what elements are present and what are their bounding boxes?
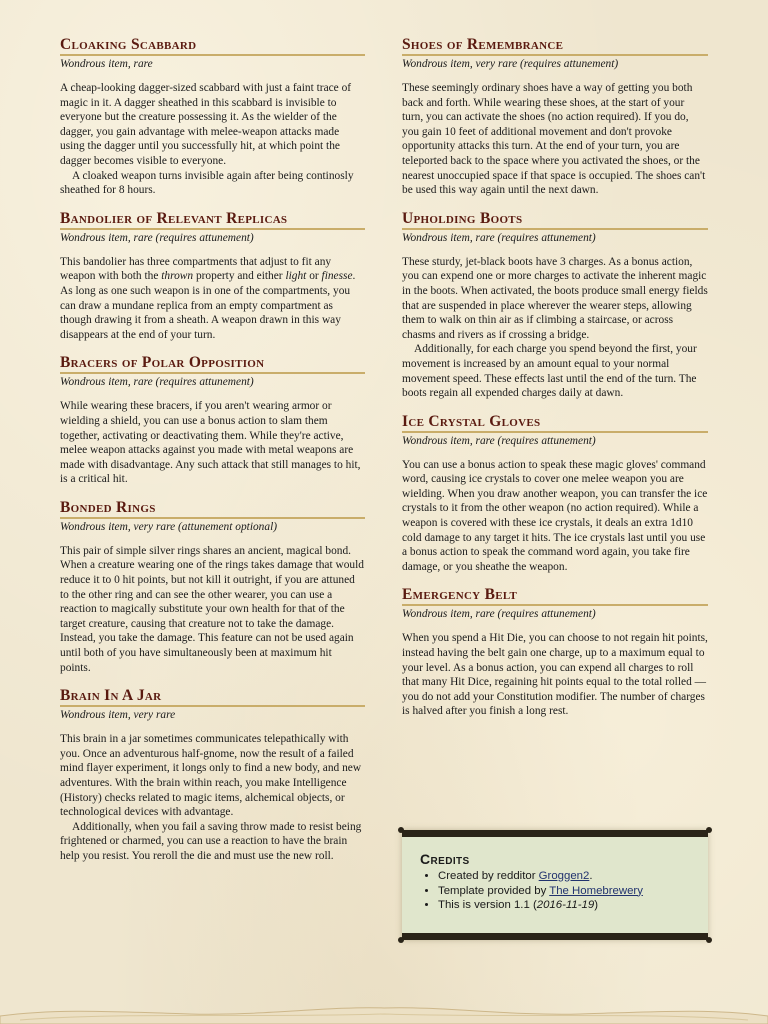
credits-title: Credits (420, 851, 470, 867)
right-column (402, 36, 708, 731)
item-shoes-of-remembrance (402, 36, 708, 198)
item-paragraph: Additionally, when you fail a saving throw made to resist being frightened or charmed, you can use a reaction to have the brain help you resist. You reroll the die and must use the new roll. (60, 820, 362, 862)
item-title: Upholding Boots (402, 210, 708, 230)
weapon-property-term: thrown (161, 270, 194, 283)
item-subtitle: Wondrous item, very rare (attunement optional) (60, 520, 278, 533)
item-title: Bonded Rings (60, 499, 365, 519)
item-paragraph: Additionally, for each charge you spend beyond the first, your movement is increased by an amount equal to your normal movement speed. These effects last until the end of the turn. The boots regain all expended charges daily at dawn. (402, 343, 697, 400)
item-description (60, 255, 365, 343)
item-bracers (60, 354, 365, 487)
credits-item-author (438, 869, 690, 884)
item-paragraph: While wearing these bracers, if you aren't wearing armor or wielding a shield, you can use a bonus action to slam them together, activating or deactivating them. While they're active, melee weapon attacks against you made with metal weapons are made with disadvantage. Any such attack that still manages to hit, is a critical hit. (60, 400, 361, 486)
weapon-property-term: finesse (321, 270, 353, 283)
item-title: Bracers of Polar Opposition (60, 354, 365, 374)
author-link[interactable]: Groggen2 (538, 870, 590, 882)
credits-note (402, 830, 708, 940)
item-title: Brain In A Jar (60, 687, 365, 707)
item-brain-in-a-jar (60, 687, 365, 863)
item-subtitle: Wondrous item, rare (requires attunement) (402, 434, 596, 447)
credits-item-template (438, 884, 690, 899)
item-description (60, 732, 365, 863)
item-description (402, 81, 708, 198)
item-description (60, 81, 365, 198)
item-description (60, 399, 365, 487)
note-corner-ornament (706, 937, 712, 943)
item-paragraph: A cloaked weapon turns invisible again after being continosly sheathed for 8 hours. (60, 169, 354, 197)
item-bandolier (60, 210, 365, 343)
item-paragraph: A cheap-looking dagger-sized scabbard with just a faint trace of magic in it. A dagger sheathed in this scabbard is invisible to everyone but the creature possessing it. As the wielder of the dagger, you gain advantage with melee-weapon attacks made using the dagger until you successfully hit, at which point the dagger becomes visible to everyone. (60, 82, 352, 167)
item-subtitle: Wondrous item, rare (requires attunement) (60, 376, 254, 389)
credits-text: ) (594, 899, 598, 911)
item-subtitle: Wondrous item, very rare (60, 709, 176, 722)
credits-item-version (438, 898, 690, 913)
item-subtitle: Wondrous item, rare (requires attunement) (60, 231, 254, 244)
item-title: Cloaking Scabbard (60, 36, 365, 56)
item-paragraph: These seemingly ordinary shoes have a way of getting you both back and forth. While wearing these shoes, at the start of your turn, you can activate the shoes (no action required). If you do, you gain 10 feet of additional movement and don't provoke opportunity attacks this turn. At the end of your turn, you are teleported back to the space where you activated the shoes, or the nearest unoccupied space if that space is occupied. The shoes can't be used this way again until the next dawn. (402, 82, 706, 197)
item-bonded-rings (60, 499, 365, 675)
left-column (60, 36, 365, 876)
item-title: Bandolier of Relevant Replicas (60, 210, 365, 230)
item-cloaking-scabbard (60, 36, 365, 198)
weapon-property-term: light (285, 270, 307, 283)
item-paragraph: This brain in a jar sometimes communicates telepathically with you. Once an adventurous half-gnome, now the result of a failed mind flayer experiment, it longs only to find a new body, and new adventures. With the brain within reach, you make Intelligence (History) checks related to magic items, alchemical objects, or technological devices with advantage. (60, 733, 362, 819)
item-description (402, 631, 708, 719)
item-emergency-belt (402, 586, 708, 719)
credits-text: Created by redditor (438, 870, 539, 882)
item-paragraph: When you spend a Hit Die, you can choose to not regain hit points, instead having the belt gain one charge, up to a maximum equal to your level. As a bonus action, you can expend all charges to roll that many Hit Dice, regaining hit points equal to the total rolled — you do not add your Constitution modifier. The number of charges is halved after you finish a long rest. (402, 632, 708, 718)
note-corner-ornament (398, 937, 404, 943)
item-upholding-boots (402, 210, 708, 401)
homebrewery-link[interactable]: The Homebrewery (549, 884, 643, 897)
credits-text: . (589, 870, 593, 882)
footer-ornament (0, 998, 768, 1024)
version-date: 2016-11-19 (536, 899, 595, 911)
item-subtitle: Wondrous item, rare (requires attunement) (402, 231, 596, 244)
credits-text: Template provided by (438, 884, 550, 897)
item-paragraph: This pair of simple silver rings shares an ancient, magical bond. When a creature wearing one of the rings takes damage that would reduce it to 0 hit points, but not kill it outright, if you are attuned to the other ring and can see the other wearer, you can use a reaction to magically substitute your own health for that of the target creature, causing that creature not to take the damage. Instead, you take the damage. This feature can not be used again until both of you have simultaneously been at maximum hit points. (60, 544, 364, 674)
item-paragraph: You can use a bonus action to speak these magic gloves' command word, causing ice crystals to cover one melee weapon you are wielding. When you draw another weapon, you can transfer the ice crystals to it from the other weapon (no action required). While a weapon is covered with these ice crystals, it deals an extra 1d10 cold damage to any target it hits. The ice crystals last until you use a bonus action to speak the command word again, you take fire damage, or you sheathe the weapon. (402, 458, 708, 573)
credits-list (420, 869, 690, 913)
item-title: Shoes of Remembrance (402, 36, 708, 56)
item-paragraph: These sturdy, jet-black boots have 3 charges. As a bonus action, you can expend one or more charges to activate the inherent magic in the boots. When activated, the boots produce small energy fields that are suspended in place wherever the wearer steps, allowing them to walk on thin air as if climbing a staircase, or across chasms and rivers as if crossing a bridge. (402, 255, 708, 341)
item-description (60, 544, 365, 675)
item-subtitle: Wondrous item, rare (60, 58, 153, 70)
item-ice-crystal-gloves (402, 413, 708, 575)
item-paragraph: This bandolier has three compartments that adjust to fit any weapon with both the thrown property and either light or finesse. As long as one such weapon is in one of the compartments, you can draw a mundane replica from an empty compartment as though drawing it from a sheath. A weapon drawn in this way disappears at the end of your turn. (60, 255, 356, 341)
item-title: Ice Crystal Gloves (402, 413, 708, 433)
item-title: Emergency Belt (402, 586, 708, 606)
item-description (402, 255, 708, 401)
item-subtitle: Wondrous item, rare (requires attunement) (402, 608, 596, 621)
credits-text: This is version 1.1 ( (438, 899, 537, 911)
item-subtitle: Wondrous item, very rare (requires attunement) (402, 58, 619, 70)
item-description (402, 458, 708, 575)
